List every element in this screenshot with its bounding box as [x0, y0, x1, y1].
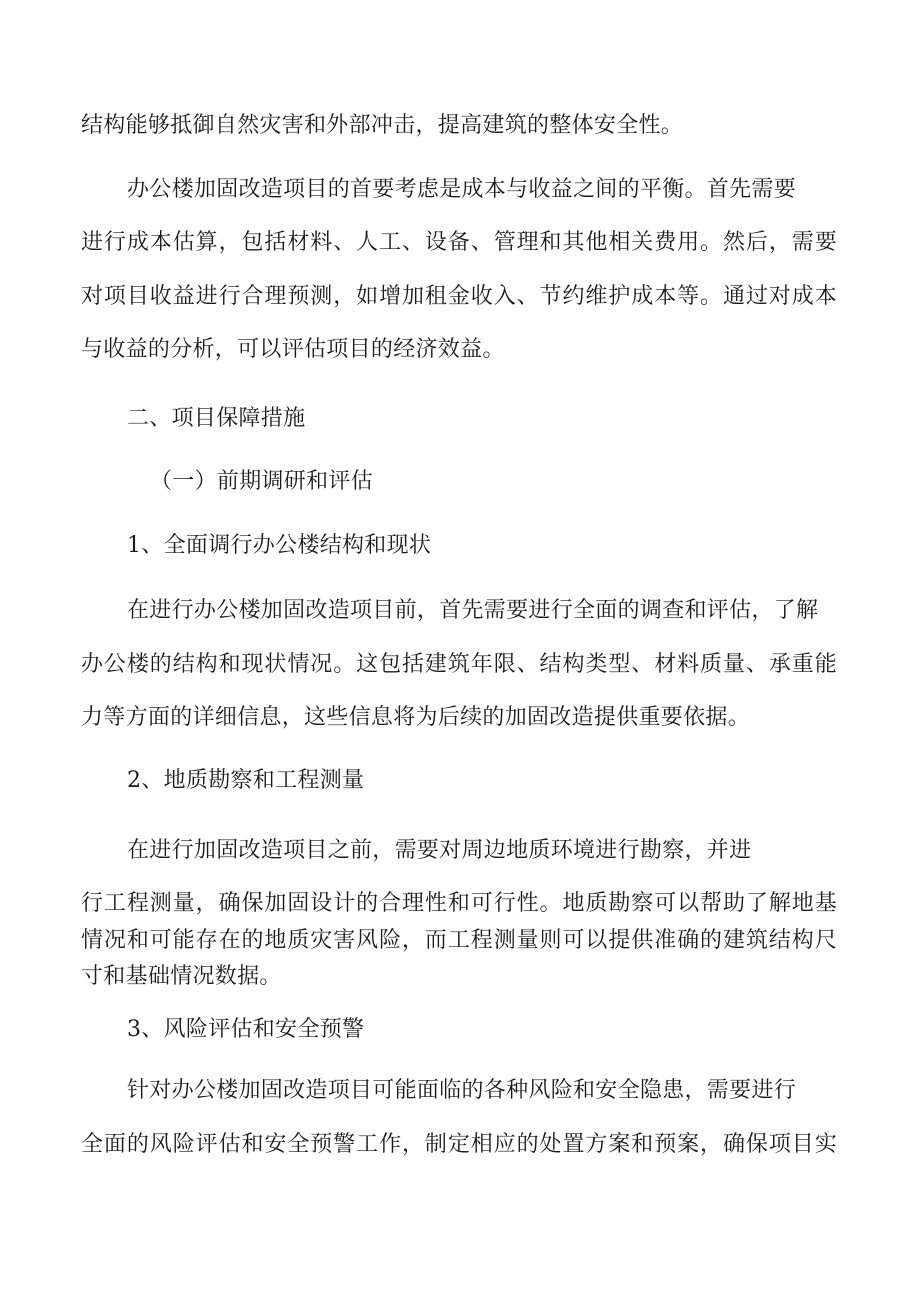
item-heading: 3、风险评估和安全预警 [127, 1017, 365, 1042]
paragraph-line: 力等方面的详细信息，这些信息将为后续的加固改造提供重要依据。 [81, 705, 751, 730]
paragraph-line: 行工程测量，确保加固设计的合理性和可行性。地质勘察可以帮助了解地基 [81, 891, 837, 916]
paragraph-line: 在进行加固改造项目之前，需要对周边地质环境进行勘察，并进 [127, 838, 752, 863]
paragraph-line: 与收益的分析，可以评估项目的经济效益。 [81, 337, 505, 362]
paragraph-line: 对项目收益进行合理预测，如增加租金收入、节约维护成本等。通过对成本 [81, 284, 837, 309]
section-heading: 二、项目保障措施 [127, 406, 306, 431]
paragraph-line: 全面的风险评估和安全预警工作，制定相应的处置方案和预案，确保项目实 [81, 1132, 837, 1157]
paragraph-line: 在进行办公楼加固改造项目前，首先需要进行全面的调查和评估，了解 [127, 598, 819, 623]
paragraph-line: 办公楼加固改造项目的首要考虑是成本与收益之间的平衡。首先需要 [127, 177, 797, 202]
item-heading: 1、全面调行办公楼结构和现状 [127, 533, 432, 558]
paragraph-line: 情况和可能存在的地质灾害风险，而工程测量则可以提供准确的建筑结构尺 [81, 928, 837, 953]
paragraph-line: 结构能够抵御自然灾害和外部冲击，提高建筑的整体安全性。 [81, 113, 684, 138]
paragraph-line: 进行成本估算，包括材料、人工、设备、管理和其他相关费用。然后，需要 [81, 230, 837, 255]
paragraph-line: 寸和基础情况数据。 [81, 964, 282, 989]
paragraph-line: 办公楼的结构和现状情况。这包括建筑年限、结构类型、材料质量、承重能 [81, 652, 837, 677]
item-heading: 2、地质勘察和工程测量 [127, 768, 365, 793]
paragraph-line: 针对办公楼加固改造项目可能面临的各种风险和安全隐患，需要进行 [127, 1078, 797, 1103]
subsection-heading: （一）前期调研和评估 [150, 469, 374, 494]
